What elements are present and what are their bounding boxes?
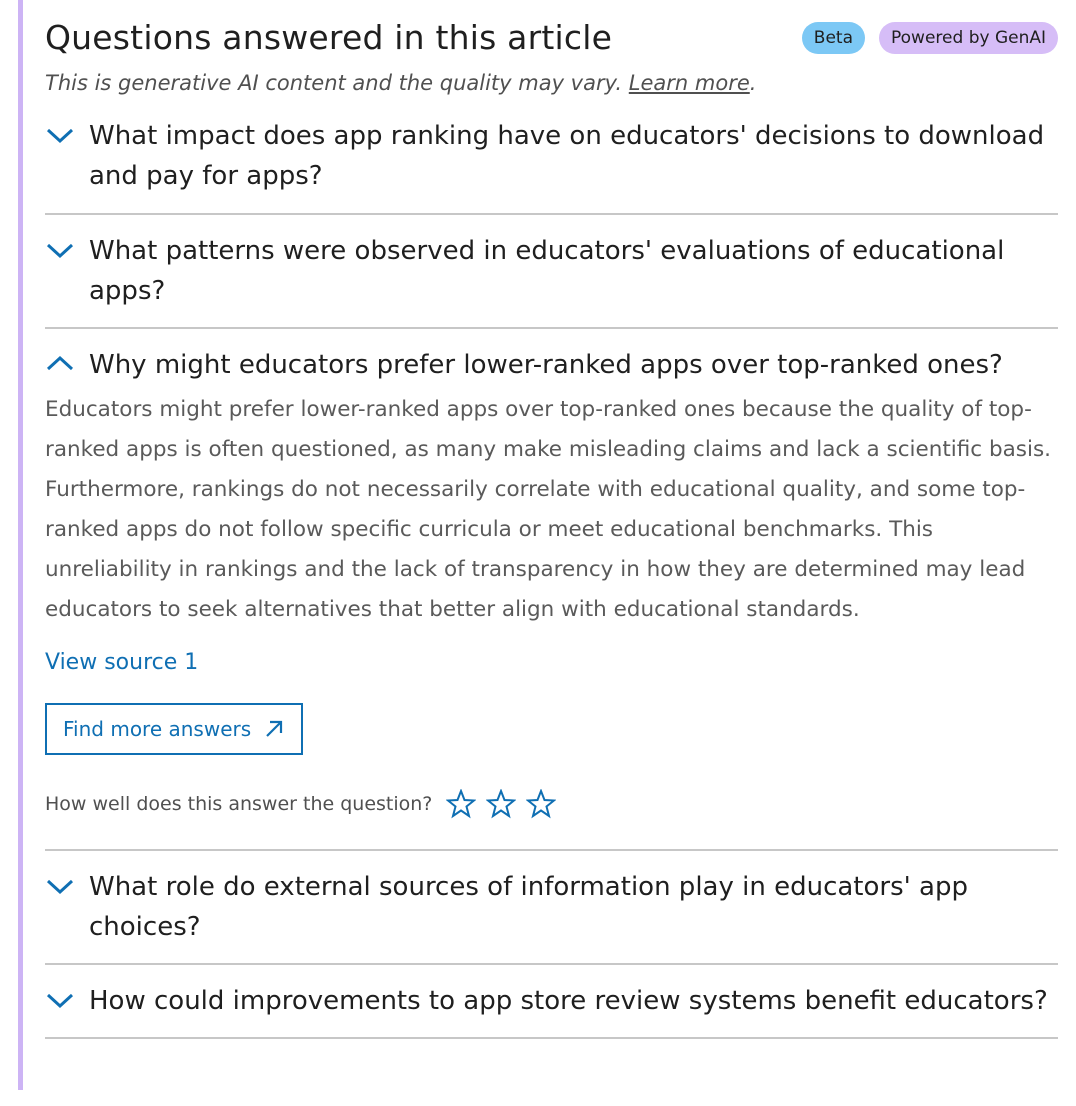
panel-title: Questions answered in this article bbox=[45, 18, 613, 57]
chevron-down-icon bbox=[45, 867, 89, 901]
star-icon[interactable] bbox=[446, 789, 476, 819]
question-toggle[interactable] bbox=[45, 231, 1058, 311]
external-link-icon bbox=[263, 718, 285, 740]
question-text: What role do external sources of information play in educators' app choices? bbox=[89, 872, 968, 942]
beta-badge: Beta bbox=[802, 22, 865, 54]
question-item bbox=[45, 851, 1058, 965]
questions-panel bbox=[18, 0, 1058, 1090]
question-text: What impact does app ranking have on educators' decisions to download and pay for apps? bbox=[89, 121, 1045, 191]
star-icon[interactable] bbox=[526, 789, 556, 819]
question-item bbox=[45, 215, 1058, 329]
question-toggle[interactable] bbox=[45, 867, 1058, 947]
panel-header bbox=[45, 0, 1058, 60]
question-item-expanded bbox=[45, 329, 1058, 851]
question-text: How could improvements to app store review systems benefit educators? bbox=[89, 986, 1048, 1016]
question-item bbox=[45, 965, 1058, 1039]
question-item bbox=[45, 95, 1058, 215]
question-toggle[interactable] bbox=[45, 981, 1058, 1021]
ai-disclaimer: This is generative AI content and the quality may vary. Learn more. bbox=[45, 71, 757, 95]
question-toggle[interactable] bbox=[45, 116, 1058, 196]
disclaimer-text: This is generative AI content and the quality may vary. bbox=[45, 71, 623, 95]
badge-group bbox=[802, 22, 1058, 54]
find-more-label: Find more answers bbox=[63, 717, 252, 741]
genai-badge: Powered by GenAI bbox=[879, 22, 1058, 54]
learn-more-link[interactable]: Learn more bbox=[628, 71, 750, 95]
chevron-down-icon bbox=[45, 116, 89, 150]
star-icon[interactable] bbox=[486, 789, 516, 819]
question-text: What patterns were observed in educators' evaluations of educational apps? bbox=[89, 236, 1005, 306]
answer-rating bbox=[45, 789, 1058, 819]
question-text: Why might educators prefer lower-ranked apps over top-ranked ones? bbox=[89, 350, 1003, 380]
rating-prompt: How well does this answer the question? bbox=[45, 793, 433, 815]
view-source-link[interactable]: View source 1 bbox=[45, 650, 199, 675]
chevron-down-icon bbox=[45, 981, 89, 1015]
find-more-answers-button[interactable] bbox=[45, 703, 303, 755]
chevron-up-icon bbox=[45, 345, 89, 379]
chevron-down-icon bbox=[45, 231, 89, 265]
answer-text: Educators might prefer lower-ranked apps over top-ranked ones because the quality of top-ranked apps is often questioned, as many make misleading claims and lack a scientific basis. Furthermore, rankings do not necessarily correlate with educational quality, and some top-ranked apps do not follow specific curricula or meet educational benchmarks. This unreliability in rankings and the lack of transparency in how they are determined may lead educators to seek alternatives that better align with educational standards. bbox=[45, 397, 1051, 622]
question-toggle[interactable] bbox=[45, 345, 1058, 385]
